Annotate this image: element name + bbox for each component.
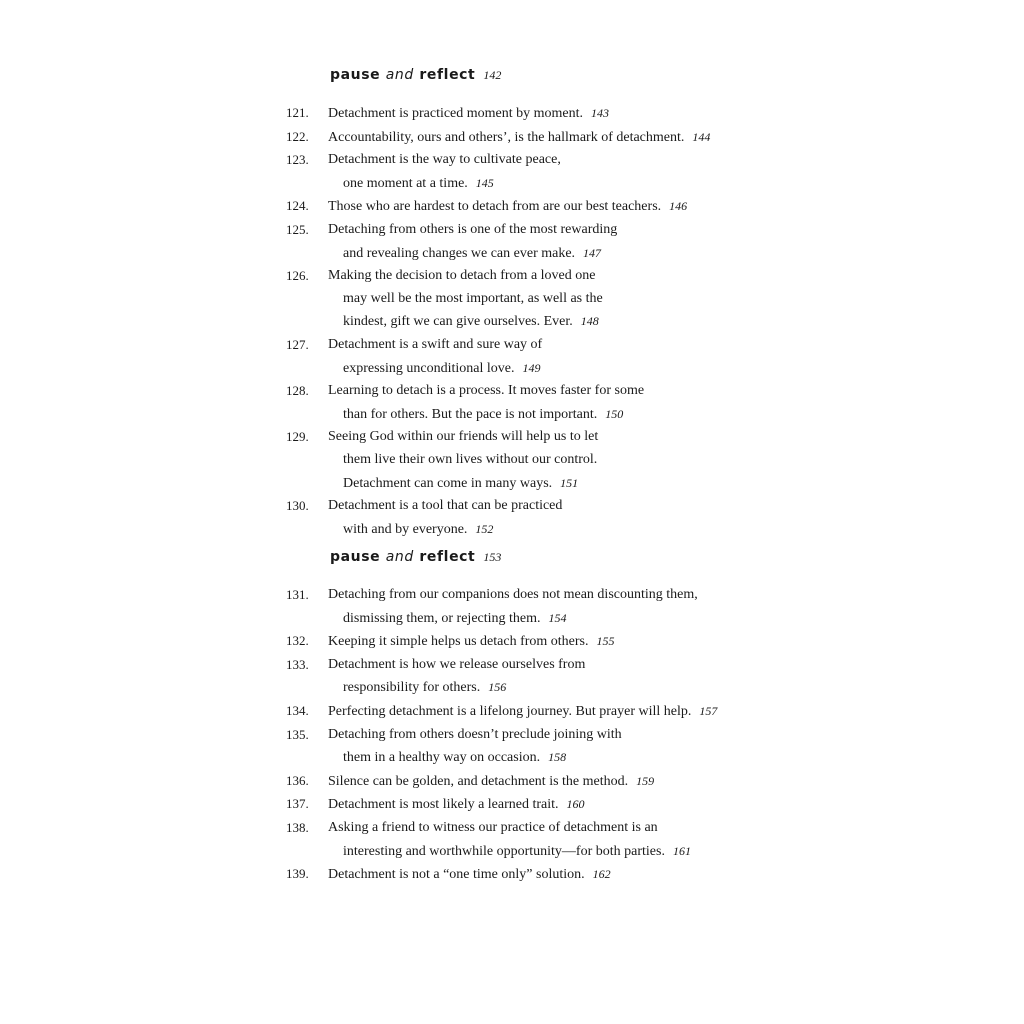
entry-text: Detachment is the way to cultivate peace, (328, 152, 561, 168)
entry-text-line (328, 126, 806, 150)
list-item (286, 863, 806, 887)
entry-page-number: 144 (692, 129, 711, 144)
entry-text: them in a healthy way on occasion. (343, 750, 541, 766)
entry-text: Detaching from others is one of the most rewarding (328, 221, 618, 237)
contents-section-2 (286, 546, 806, 887)
entry-page-number: 156 (488, 680, 507, 695)
entry-list (286, 584, 806, 887)
list-item (286, 219, 806, 265)
entry-text-line (328, 149, 806, 172)
entry-number: 135. (286, 726, 309, 742)
entry-text: may well be the most important, as well as the (343, 290, 603, 306)
entry-text-line (328, 449, 806, 472)
entry-page-number: 147 (583, 245, 602, 260)
list-item (286, 102, 806, 126)
entry-number: 126. (286, 268, 309, 284)
entry-text-line (328, 495, 806, 518)
entry-text: Keeping it simple helps us detach from others. (328, 634, 589, 650)
entry-number: 129. (286, 429, 309, 445)
entry-number: 138. (286, 819, 309, 835)
entry-text: Detachment is a swift and sure way of (328, 336, 543, 352)
entry-text-line (328, 357, 806, 381)
entry-number: 139. (286, 866, 309, 882)
entry-page-number: 151 (560, 475, 579, 490)
entry-text: one moment at a time. (343, 175, 468, 191)
entry-text: responsibility for others. (343, 680, 481, 696)
entry-text: Making the decision to detach from a loved one (328, 268, 596, 284)
entry-page-number: 146 (669, 199, 688, 214)
list-item (286, 149, 806, 195)
entry-page-number: 154 (548, 610, 567, 625)
list-item (286, 126, 806, 150)
heading-page-number: 153 (483, 550, 502, 564)
entry-list (286, 102, 806, 541)
list-item (286, 630, 806, 654)
entry-text-line (328, 380, 806, 403)
entry-number: 133. (286, 656, 309, 672)
heading-word-and: and (385, 549, 414, 565)
entry-text-line (328, 403, 806, 427)
entry-text-line (328, 724, 806, 747)
entry-text-line (328, 310, 806, 334)
entry-text-line (328, 863, 806, 887)
entry-number: 130. (286, 498, 309, 514)
entry-text: Detachment can come in many ways. (343, 475, 553, 491)
entry-text: interesting and worthwhile opportunity—for both parties. (343, 843, 665, 859)
entry-text-line (328, 219, 806, 242)
list-item (286, 584, 806, 630)
list-item (286, 770, 806, 794)
entry-text-line (328, 472, 806, 496)
entry-text-line (328, 676, 806, 700)
entry-text: dismissing them, or rejecting them. (343, 610, 541, 626)
list-item (286, 495, 806, 541)
entry-page-number: 159 (636, 773, 655, 788)
entry-text-line (328, 426, 806, 449)
entry-text-line (328, 817, 806, 840)
entry-number: 128. (286, 383, 309, 399)
entry-text: Detachment is a tool that can be practiced (328, 498, 563, 514)
entry-number: 131. (286, 587, 309, 602)
entry-text: Seeing God within our friends will help us to let (328, 429, 599, 445)
entry-page-number: 162 (592, 867, 611, 882)
entry-page-number: 161 (672, 843, 691, 858)
entry-page-number: 149 (522, 360, 541, 375)
entry-text: them live their own lives without our control. (343, 451, 598, 467)
list-item (286, 654, 806, 700)
entry-text: Accountability, ours and others’, is the hallmark of detachment. (328, 129, 685, 145)
entry-number: 137. (286, 796, 309, 812)
entry-text-line (328, 654, 806, 677)
entry-text: expressing unconditional love. (343, 360, 515, 376)
entry-text: kindest, gift we can give ourselves. Ever. (343, 314, 573, 330)
entry-text: Detachment is practiced moment by moment. (328, 106, 584, 121)
entry-text: than for others. But the pace is not important. (343, 406, 598, 422)
entry-text: Detaching from our companions does not mean discounting them, (328, 587, 698, 602)
entry-number: 132. (286, 633, 309, 649)
entry-text-line (328, 195, 806, 219)
entry-page-number: 150 (605, 406, 624, 421)
entry-number: 125. (286, 221, 309, 237)
entry-text: Detachment is most likely a learned trait. (328, 797, 559, 813)
entry-number: 124. (286, 198, 309, 214)
entry-text: Asking a friend to witness our practice of detachment is an (328, 819, 658, 835)
entry-page-number: 148 (580, 314, 599, 329)
entry-number: 136. (286, 772, 309, 788)
list-item (286, 265, 806, 334)
heading-word-and: and (385, 67, 414, 83)
entry-page-number: 157 (699, 703, 718, 718)
list-item (286, 195, 806, 219)
entry-number: 123. (286, 152, 309, 168)
entry-text-line (328, 630, 806, 654)
list-item (286, 817, 806, 863)
list-item (286, 793, 806, 817)
entry-text-line (328, 102, 806, 126)
entry-text-line (328, 242, 806, 266)
entry-text: Detachment is not a “one time only” solution. (328, 867, 585, 883)
entry-text: and revealing changes we can ever make. (343, 245, 576, 261)
heading-word-reflect: reflect (419, 67, 476, 83)
heading-word-pause: pause (330, 549, 381, 565)
entry-text-line (328, 172, 806, 196)
entry-text: Detachment is how we release ourselves from (328, 656, 586, 672)
entry-text-line (328, 288, 806, 311)
entry-text: Perfecting detachment is a lifelong journey. But prayer will help. (328, 703, 692, 719)
entry-text: Silence can be golden, and detachment is the method. (328, 773, 629, 789)
entry-number: 121. (286, 105, 309, 120)
entry-text-line (328, 265, 806, 288)
contents-section-1 (286, 64, 806, 541)
entry-text-line (328, 746, 806, 770)
list-item (286, 380, 806, 426)
heading-word-reflect: reflect (419, 549, 476, 565)
heading-word-pause: pause (330, 67, 381, 83)
entry-text: with and by everyone. (343, 521, 468, 537)
entry-page-number: 158 (548, 750, 567, 765)
heading-page-number: 142 (483, 68, 502, 82)
entry-page-number: 152 (475, 521, 494, 536)
entry-text: Learning to detach is a process. It moves faster for some (328, 383, 645, 399)
entry-text: Detaching from others doesn’t preclude joining with (328, 726, 622, 742)
entry-number: 127. (286, 336, 309, 352)
list-item (286, 700, 806, 724)
section-heading (330, 64, 806, 86)
entry-text-line (328, 607, 806, 631)
entry-number: 122. (286, 128, 309, 144)
entry-text-line (328, 700, 806, 724)
entry-number: 134. (286, 702, 309, 718)
entry-page-number: 145 (475, 175, 494, 190)
entry-text-line (328, 793, 806, 817)
entry-page-number: 143 (591, 106, 610, 120)
list-item (286, 426, 806, 495)
list-item (286, 334, 806, 380)
entry-text-line (328, 518, 806, 542)
entry-text-line (328, 770, 806, 794)
section-heading (330, 546, 806, 568)
entry-page-number: 160 (566, 797, 585, 812)
entry-text-line (328, 840, 806, 864)
entry-page-number: 155 (596, 634, 615, 649)
list-item (286, 724, 806, 770)
entry-text-line (328, 584, 806, 607)
entry-text: Those who are hardest to detach from are our best teachers. (328, 199, 662, 215)
entry-text-line (328, 334, 806, 357)
